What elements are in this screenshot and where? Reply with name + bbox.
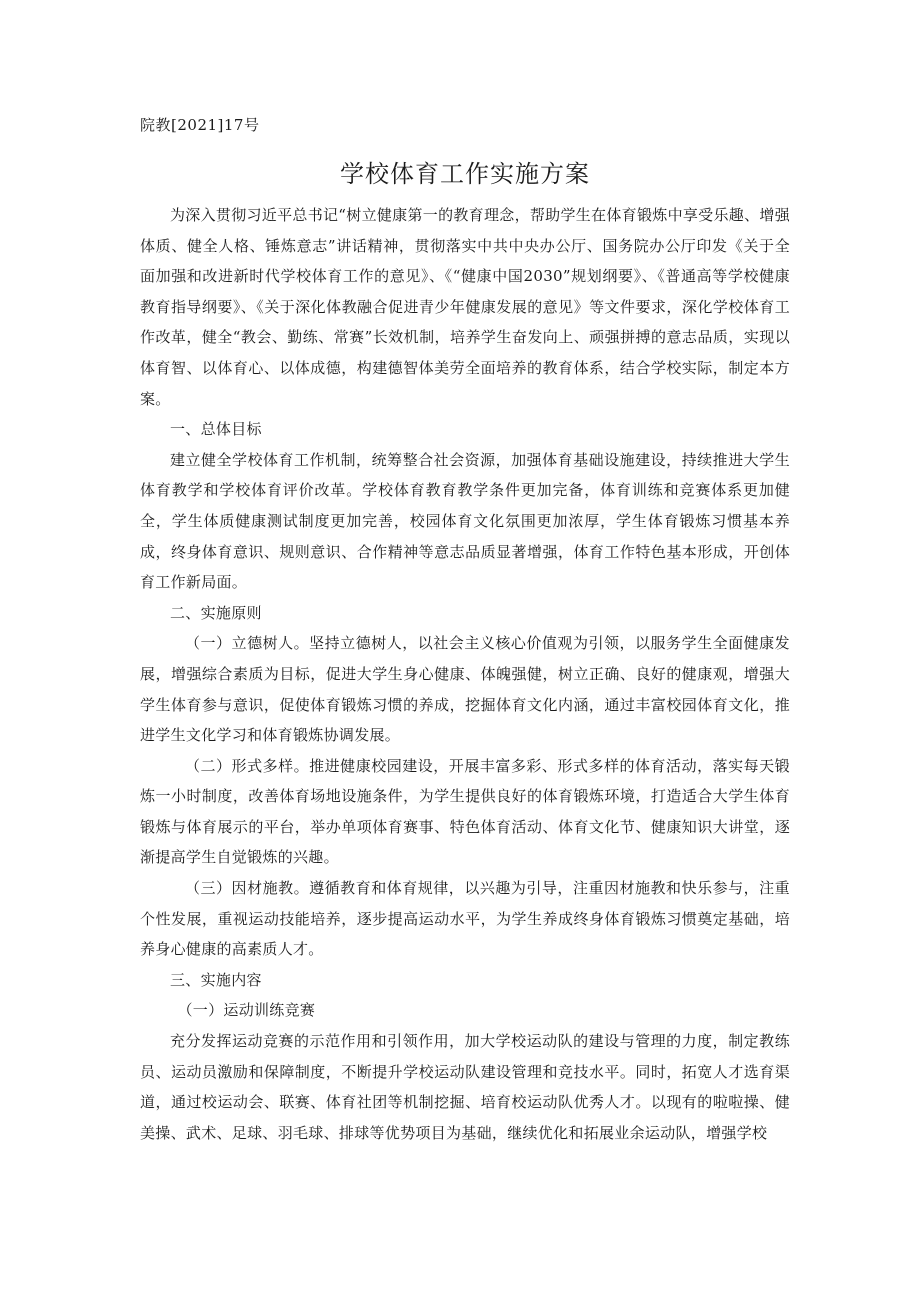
- section-1-heading: 一、总体目标: [170, 420, 262, 439]
- intro-paragraph: 为深入贯彻习近平总书记“树立健康第一的教育理念，帮助学生在体育锻炼中享受乐趣、增强体质、健全人格、锤炼意志”讲话精神，贯彻落实中共中央办公厅、国务院办公厅印发《关于全面加强和改进新时代学校体育工作的意见》、《“健康中国2030”规划纲要》、《普通高等学校健康教育指导纲要》、《关于深化体教融合促进青少年健康发展的意见》等文件要求，深化学校体育工作改革，健全“教会、勤练、常赛”长效机制，培养学生奋发向上、顽强拼搏的意志品质，实现以体育智、以体育心、以体成德，构建德智体美劳全面培养的教育体系，结合学校实际，制定本方案。: [140, 206, 790, 408]
- document-number: 院教[2021]17号: [140, 116, 260, 134]
- section-3-body: 充分发挥运动竞赛的示范作用和引领作用，加大学校运动队的建设与管理的力度，制定教练员、运动员激励和保障制度，不断提升学校运动队建设管理和竞技水平。同时，拓宽人才选育渠道，通过校运动会、联赛、体育社团等机制挖掘、培育校运动队优秀人才。以现有的啦啦操、健美操、武术、足球、羽毛球、排球等优势项目为基础，继续优化和拓展业余运动队，增强学校: [140, 1032, 790, 1142]
- document-page: [140, 112, 790, 1148]
- section-2-item-3: （三）因材施教。遵循教育和体育规律，以兴趣为引导，注重因材施教和快乐参与，注重个性发展，重视运动技能培养，逐步提高运动水平，为学生养成终身体育锻炼习惯奠定基础，培养身心健康的高素质人才。: [140, 879, 790, 959]
- document-title: 学校体育工作实施方案: [340, 160, 590, 188]
- section-1-body: 建立健全学校体育工作机制，统筹整合社会资源，加强体育基础设施建设，持续推进大学生体育教学和学校体育评价改革。学校体育教育教学条件更加完备，体育训练和竞赛体系更加健全，学生体质健康测试制度更加完善，校园体育文化氛围更加浓厚，学生体育锻炼习惯基本养成，终身体育意识、规则意识、合作精神等意志品质显著增强，体育工作特色基本形成，开创体育工作新局面。: [140, 450, 790, 592]
- section-2-item-2: （二）形式多样。推进健康校园建设，开展丰富多彩、形式多样的体育活动，落实每天锻炼一小时制度，改善体育场地设施条件，为学生提供良好的体育锻炼环境，打造适合大学生体育锻炼与体育展示的平台，举办单项体育赛事、特色体育活动、体育文化节、健康知识大讲堂，逐渐提高学生自觉锻炼的兴趣。: [140, 756, 790, 867]
- section-2-heading: 二、实施原则: [170, 603, 262, 622]
- section-3-heading: 三、实施内容: [170, 970, 262, 989]
- section-3-sub-heading: （一）运动训练竞赛: [177, 1001, 316, 1020]
- section-2-item-1: （一）立德树人。坚持立德树人，以社会主义核心价值观为引领，以服务学生全面健康发展，增强综合素质为目标，促进大学生身心健康、体魄强健，树立正确、良好的健康观，增强大学生体育参与意识，促使体育锻炼习惯的养成，挖掘体育文化内涵，通过丰富校园体育文化，推进学生文化学习和体育锻炼协调发展。: [140, 634, 790, 745]
